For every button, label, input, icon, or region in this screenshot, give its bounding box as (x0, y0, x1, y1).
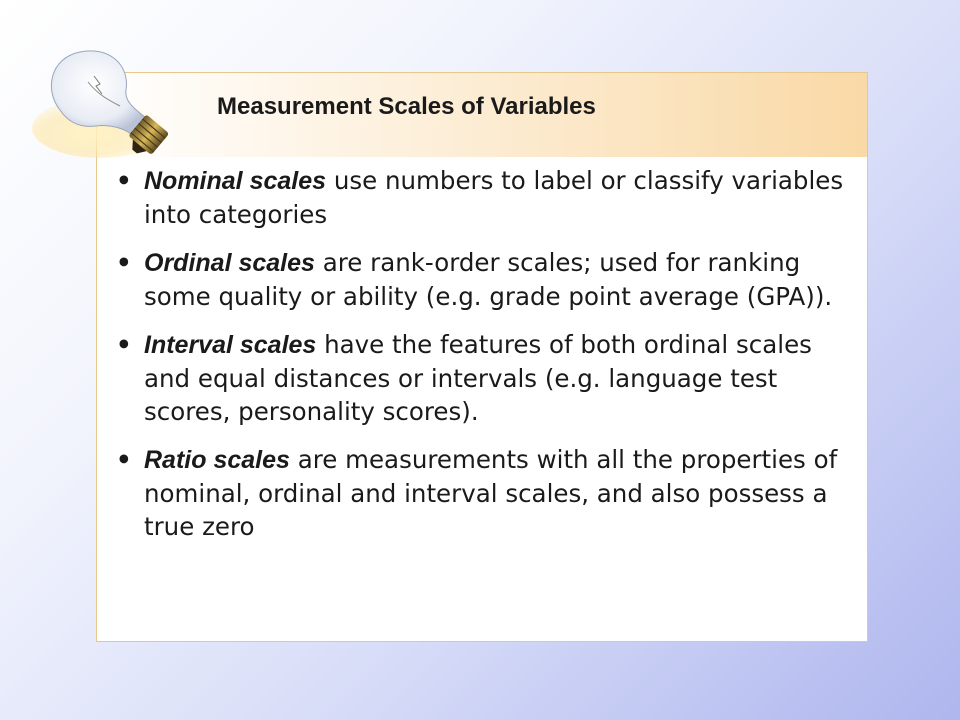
bullet-marker: • (116, 330, 132, 359)
list-item (116, 246, 864, 313)
bullet-list (116, 164, 864, 558)
bullet-marker: • (116, 166, 132, 195)
bullet-text: use numbers to label or classify variables into categories (144, 166, 844, 229)
bullet-marker: • (116, 445, 132, 474)
bullet-text: are rank-order scales; used for ranking some quality or ability (e.g. grade point average (GPA)). (144, 248, 833, 311)
list-item (116, 443, 864, 543)
bullet-marker: • (116, 248, 132, 277)
bullet-text: are measurements with all the properties of nominal, ordinal and interval scales, and also possess a true zero (144, 445, 838, 541)
slide-title: Measurement Scales of Variables (217, 93, 596, 120)
bullet-term: Ratio scales (144, 446, 290, 474)
list-item (116, 164, 864, 231)
title-band (97, 73, 867, 157)
bullet-text: have the features of both ordinal scales and equal distances or intervals (e.g. language test scores, personality scores). (144, 330, 812, 426)
list-item (116, 328, 864, 428)
lightbulb-icon (30, 40, 210, 170)
bullet-term: Ordinal scales (144, 249, 315, 277)
bullet-term: Interval scales (144, 331, 317, 359)
bullet-term: Nominal scales (144, 167, 327, 195)
